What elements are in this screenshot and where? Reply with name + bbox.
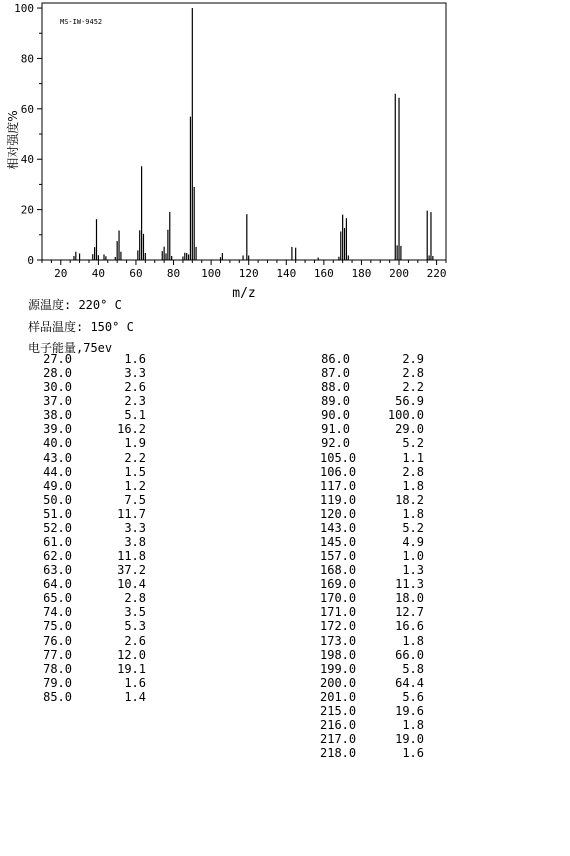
peak-intensity: 7.5	[124, 492, 146, 507]
peak-intensity: 2.2	[124, 450, 146, 465]
peak-mz: 40.0	[43, 436, 72, 451]
peak-mz: 90.0	[321, 408, 350, 423]
peak-row	[42, 408, 146, 422]
peak-row	[320, 436, 424, 450]
x-tick-label: 140	[276, 267, 297, 280]
x-axis-label: m/z	[232, 286, 256, 300]
peak-mz: 75.0	[43, 619, 72, 634]
peak-row	[42, 619, 146, 633]
peak-row	[320, 493, 424, 507]
peak-row	[320, 676, 424, 690]
x-tick-label: 160	[313, 267, 334, 280]
peak-row	[320, 521, 424, 535]
x-tick-label: 40	[91, 267, 105, 280]
peak-intensity: 2.6	[124, 380, 146, 395]
peak-row	[320, 746, 424, 760]
peak-row	[320, 352, 424, 366]
peak-intensity: 1.9	[124, 436, 146, 451]
peak-intensity: 19.1	[117, 661, 146, 676]
peak-intensity: 18.2	[395, 492, 424, 507]
peak-row	[42, 591, 146, 605]
peak-mz: 91.0	[321, 422, 350, 437]
peak-intensity: 3.5	[124, 605, 146, 620]
peak-row	[42, 380, 146, 394]
peak-row	[42, 366, 146, 380]
peaks-layer	[74, 8, 433, 260]
peak-mz: 171.0	[320, 605, 357, 620]
peak-mz: 63.0	[43, 563, 72, 578]
peak-mz: 39.0	[43, 422, 72, 437]
peak-mz: 49.0	[43, 478, 72, 493]
peak-intensity: 11.3	[395, 577, 424, 592]
peak-intensity: 1.6	[124, 352, 146, 366]
peak-row	[42, 493, 146, 507]
peak-intensity: 66.0	[395, 647, 424, 662]
peak-mz: 106.0	[320, 464, 357, 479]
peak-intensity: 2.8	[124, 591, 146, 606]
peak-intensity: 1.1	[402, 450, 424, 465]
peak-intensity: 1.2	[124, 478, 146, 493]
peak-row	[320, 549, 424, 563]
peak-intensity: 5.1	[124, 408, 146, 423]
peak-table-right	[320, 352, 424, 760]
peak-mz: 105.0	[320, 450, 357, 465]
peak-row	[320, 577, 424, 591]
peak-intensity: 12.7	[395, 605, 424, 620]
peak-mz: 50.0	[43, 492, 72, 507]
peak-intensity: 1.4	[124, 689, 146, 704]
peak-row	[42, 352, 146, 366]
peak-mz: 52.0	[43, 520, 72, 535]
y-tick-label: 100	[14, 2, 34, 16]
peak-intensity: 1.5	[124, 464, 146, 479]
peak-intensity: 5.8	[402, 661, 424, 676]
peak-row	[42, 436, 146, 450]
peak-intensity: 2.6	[124, 633, 146, 648]
peak-row	[320, 648, 424, 662]
y-tick-label: 40	[20, 153, 34, 167]
x-tick-label: 200	[389, 267, 409, 280]
peak-row	[320, 394, 424, 408]
peak-table-left	[42, 352, 146, 704]
y-tick-label: 60	[20, 102, 34, 116]
peak-row	[320, 535, 424, 549]
peak-row	[320, 690, 424, 704]
peak-row	[320, 451, 424, 465]
peak-mz: 217.0	[320, 732, 357, 747]
peak-row	[320, 662, 424, 676]
peak-row	[320, 619, 424, 633]
electron-energy: 电子能量,75ev	[28, 341, 113, 355]
peak-row	[320, 465, 424, 479]
peak-intensity: 5.3	[124, 619, 146, 634]
peak-row	[320, 732, 424, 746]
peak-row	[42, 521, 146, 535]
peak-mz: 62.0	[43, 549, 72, 564]
peak-intensity: 19.0	[395, 732, 424, 747]
peak-row	[320, 605, 424, 619]
peak-mz: 44.0	[43, 464, 72, 479]
peak-mz: 145.0	[320, 535, 357, 550]
peak-mz: 38.0	[43, 408, 72, 423]
peak-mz: 92.0	[321, 436, 350, 451]
peak-row	[320, 507, 424, 521]
peak-intensity: 2.8	[402, 464, 424, 479]
peak-intensity: 16.6	[395, 619, 424, 634]
peak-row	[42, 690, 146, 704]
peak-mz: 37.0	[43, 394, 72, 409]
peak-mz: 88.0	[321, 380, 350, 395]
peak-intensity: 37.2	[117, 563, 146, 578]
peak-row	[320, 380, 424, 394]
peak-row	[42, 662, 146, 676]
peak-mz: 215.0	[320, 703, 357, 718]
peak-row	[42, 465, 146, 479]
peak-mz: 216.0	[320, 718, 357, 733]
peak-row	[42, 577, 146, 591]
y-tick-label: 0	[27, 254, 34, 267]
peak-mz: 117.0	[320, 478, 357, 493]
x-tick-label: 120	[238, 267, 259, 280]
peak-mz: 168.0	[320, 563, 357, 578]
peak-mz: 120.0	[320, 506, 357, 521]
peak-mz: 143.0	[320, 520, 357, 535]
peak-mz: 173.0	[320, 633, 357, 648]
peak-row	[42, 634, 146, 648]
peak-intensity: 3.3	[124, 520, 146, 535]
x-tick-label: 20	[54, 267, 68, 280]
peak-mz: 43.0	[43, 450, 72, 465]
x-tick-label: 100	[201, 267, 222, 280]
x-tick-label: 220	[426, 267, 447, 280]
peak-intensity: 5.2	[402, 436, 424, 451]
peak-intensity: 19.6	[395, 703, 424, 718]
peak-row	[320, 479, 424, 493]
peak-intensity: 1.8	[402, 718, 424, 733]
peak-intensity: 5.2	[402, 520, 424, 535]
plot-frame	[42, 3, 446, 260]
peak-row	[42, 451, 146, 465]
peak-mz: 119.0	[320, 492, 357, 507]
peak-mz: 89.0	[321, 394, 350, 409]
peak-mz: 74.0	[43, 605, 72, 620]
peak-mz: 51.0	[43, 506, 72, 521]
sample-temperature: 样品温度: 150° C	[28, 320, 134, 334]
peak-intensity: 1.8	[402, 506, 424, 521]
peak-row	[42, 479, 146, 493]
peak-row	[42, 676, 146, 690]
peak-mz: 64.0	[43, 577, 72, 592]
peak-mz: 218.0	[320, 746, 357, 761]
peak-row	[320, 704, 424, 718]
peak-intensity: 1.8	[402, 478, 424, 493]
peak-row	[320, 563, 424, 577]
peak-row	[42, 549, 146, 563]
peak-mz: 79.0	[43, 675, 72, 690]
peak-mz: 200.0	[320, 675, 357, 690]
mass-spectrum-chart	[0, 0, 570, 300]
peak-mz: 198.0	[320, 647, 357, 662]
peak-intensity: 2.8	[402, 366, 424, 381]
x-tick-label: 60	[129, 267, 143, 280]
peak-mz: 85.0	[43, 689, 72, 704]
peak-row	[42, 535, 146, 549]
peak-mz: 61.0	[43, 535, 72, 550]
peak-intensity: 1.0	[402, 549, 424, 564]
peak-mz: 28.0	[43, 366, 72, 381]
peak-intensity: 4.9	[402, 535, 424, 550]
peak-mz: 30.0	[43, 380, 72, 395]
peak-mz: 78.0	[43, 661, 72, 676]
peak-intensity: 29.0	[395, 422, 424, 437]
peak-row	[42, 648, 146, 662]
peak-mz: 169.0	[320, 577, 357, 592]
peak-intensity: 11.7	[117, 506, 146, 521]
y-tick-label: 20	[20, 203, 34, 217]
peak-mz: 27.0	[43, 352, 72, 366]
peak-row	[42, 394, 146, 408]
peak-row	[320, 634, 424, 648]
peak-row	[320, 591, 424, 605]
peak-row	[320, 408, 424, 422]
peak-mz: 201.0	[320, 689, 357, 704]
peak-intensity: 64.4	[395, 675, 424, 690]
peak-mz: 87.0	[321, 366, 350, 381]
peak-intensity: 18.0	[395, 591, 424, 606]
peak-mz: 157.0	[320, 549, 357, 564]
peak-row	[320, 718, 424, 732]
peak-intensity: 12.0	[117, 647, 146, 662]
peak-intensity: 3.8	[124, 535, 146, 550]
peak-row	[42, 563, 146, 577]
peak-intensity: 3.3	[124, 366, 146, 381]
peak-row	[320, 366, 424, 380]
peak-mz: 77.0	[43, 647, 72, 662]
peak-row	[42, 422, 146, 436]
x-axis	[42, 260, 447, 280]
peak-intensity: 5.6	[402, 689, 424, 704]
peak-mz: 199.0	[320, 661, 357, 676]
source-temperature: 源温度: 220° C	[28, 298, 122, 312]
peak-intensity: 2.9	[402, 352, 424, 366]
peak-intensity: 11.8	[117, 549, 146, 564]
peak-row	[320, 422, 424, 436]
peak-intensity: 2.3	[124, 394, 146, 409]
y-axis-label: 相对强度%	[6, 110, 20, 170]
peak-row	[42, 605, 146, 619]
peak-intensity: 10.4	[117, 577, 146, 592]
peak-mz: 86.0	[321, 352, 350, 366]
peak-intensity: 56.9	[395, 394, 424, 409]
peak-intensity: 1.3	[402, 563, 424, 578]
peak-intensity: 2.2	[402, 380, 424, 395]
spectrum-code: MS-IW-9452	[60, 18, 103, 26]
peak-mz: 170.0	[320, 591, 357, 606]
peak-intensity: 1.6	[402, 746, 424, 761]
peak-intensity: 1.6	[124, 675, 146, 690]
peak-intensity: 16.2	[117, 422, 146, 437]
peak-row	[42, 507, 146, 521]
y-tick-label: 80	[20, 52, 34, 66]
peak-mz: 172.0	[320, 619, 357, 634]
peak-mz: 76.0	[43, 633, 72, 648]
peak-intensity: 1.8	[402, 633, 424, 648]
peak-intensity: 100.0	[387, 408, 424, 423]
x-tick-label: 180	[351, 267, 372, 280]
peak-mz: 65.0	[43, 591, 72, 606]
x-tick-label: 80	[166, 267, 181, 280]
